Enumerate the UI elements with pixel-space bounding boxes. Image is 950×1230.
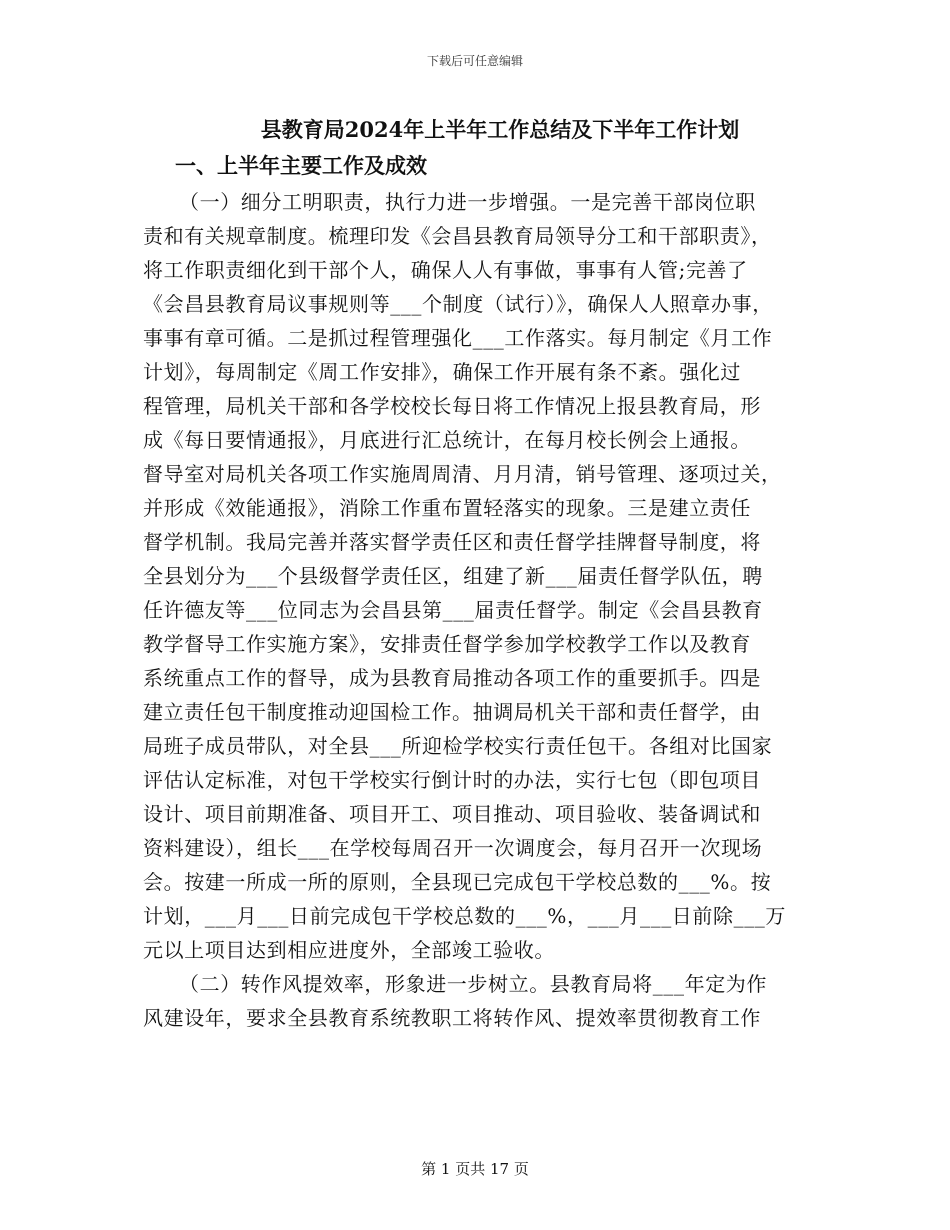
paragraph-line: 任许德友等___位同志为会昌县第___届责任督学。制定《会昌县教育	[143, 598, 763, 622]
paragraph-line: 系统重点工作的督导，成为县教育局推动各项工作的重要抓手。四是	[143, 666, 761, 690]
paragraph-line: （一）细分工明职责，执行力进一步增强。一是完善干部岗位职	[179, 190, 756, 214]
paragraph-line: 督学机制。我局完善并落实督学责任区和责任督学挂牌督导制度，将	[143, 530, 761, 554]
page-number: 第 1 页共 17 页	[421, 1160, 529, 1178]
paragraph-line: 程管理，局机关干部和各学校校长每日将工作情况上报县教育局，形	[143, 394, 761, 418]
paragraph-1	[143, 185, 813, 967]
paragraph-line: 元以上项目达到相应进度外，全部竣工验收。	[143, 938, 555, 962]
paragraph-line: 将工作职责细化到干部个人，确保人人有事做，事事有人管;完善了	[143, 258, 748, 282]
section-heading: 一、上半年主要工作及成效	[175, 153, 427, 178]
paragraph-line: 评估认定标准，对包干学校实行倒计时的办法，实行七包（即包项目	[143, 768, 761, 792]
paragraph-line: 教学督导工作实施方案》，安排责任督学参加学校教学工作以及教育	[143, 632, 751, 656]
paragraph-line: 成《每日要情通报》，月底进行汇总统计，在每月校长例会上通报。	[143, 428, 751, 452]
paragraph-line: 会。按建一所成一所的原则，全县现已完成包干学校总数的___%。按	[143, 870, 772, 894]
page-header-note: 下载后可任意编辑	[426, 54, 523, 68]
paragraph-line: 督导室对局机关各项工作实施周周清、月月清，销号管理、逐项过关，	[143, 462, 782, 486]
paragraph-2	[143, 967, 813, 1035]
paragraph-line: 事事有章可循。二是抓过程管理强化___工作落实。每月制定《月工作	[143, 326, 773, 350]
paragraph-line: 局班子成员带队，对全县___所迎检学校实行责任包干。各组对比国家	[143, 734, 773, 758]
paragraph-line: 建立责任包干制度推动迎国检工作。抽调局机关干部和责任督学，由	[143, 700, 761, 724]
paragraph-line: 并形成《效能通报》，消除工作重布置轻落实的现象。三是建立责任	[143, 496, 751, 520]
paragraph-line: 设计、项目前期准备、项目开工、项目推动、项目验收、装备调试和	[143, 802, 761, 826]
paragraph-line: 全县划分为___个县级督学责任区，组建了新___届责任督学队伍，聘	[143, 564, 763, 588]
paragraph-line: 资料建设），组长___在学校每周召开一次调度会，每月召开一次现场	[143, 836, 763, 860]
document-title: 县教育局2024年上半年工作总结及下半年工作计划	[260, 117, 740, 142]
document-body	[143, 185, 813, 1035]
paragraph-line: 计划，___月___日前完成包干学校总数的___%，___月___日前除___万	[143, 904, 787, 928]
paragraph-line: 《会昌县教育局议事规则等___个制度（试行）》，确保人人照章办事，	[143, 292, 773, 316]
paragraph-line: 责和有关规章制度。梳理印发《会昌县教育局领导分工和干部职责》，	[143, 224, 772, 248]
paragraph-line: 风建设年，要求全县教育系统教职工将转作风、提效率贯彻教育工作	[143, 1006, 761, 1030]
paragraph-line: （二）转作风提效率，形象进一步树立。县教育局将___年定为作	[179, 972, 767, 996]
paragraph-line: 计划》，每周制定《周工作安排》，确保工作开展有条不紊。强化过	[143, 360, 741, 384]
